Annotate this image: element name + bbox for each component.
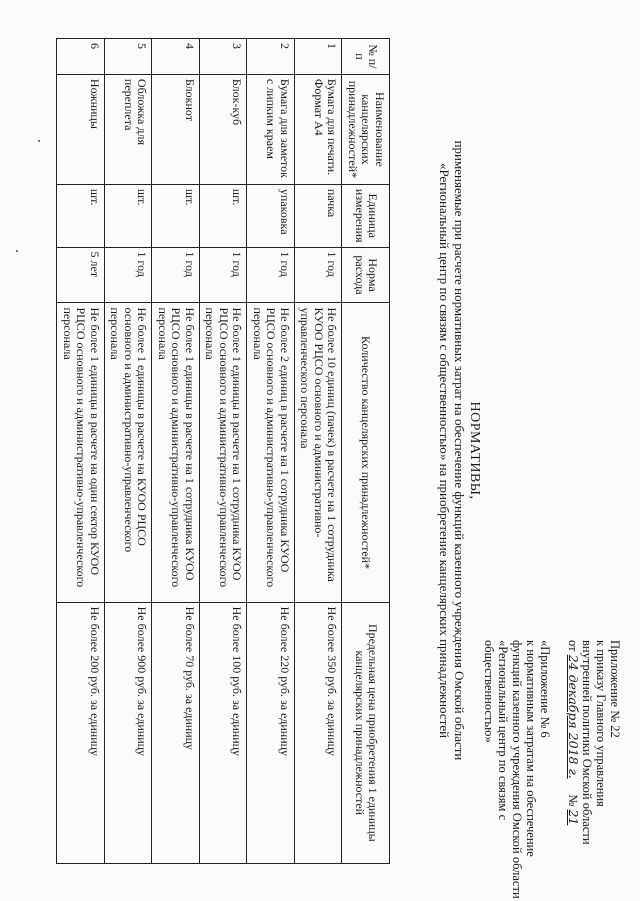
cell-index: 4 xyxy=(152,39,200,75)
annex-header xyxy=(482,640,622,899)
table-row xyxy=(105,39,153,864)
cell-item: Бумага для печати. Формат А4 xyxy=(295,74,343,184)
title-subline: применяемые при расчете нормативных затрат на обеспечение функций казенного учреждения Омской области xyxy=(452,140,467,761)
table-row xyxy=(200,39,248,864)
annex-line: общественностью» xyxy=(482,640,496,743)
handwritten-date: 24 декабря 2018 г. xyxy=(566,654,581,779)
cell-quantity: Не более 10 единиц (пачек) в расчете на 1 сотрудника КУОО РЦСО основного и административно-управленческого персонала xyxy=(295,303,343,602)
cell-unit: шт. xyxy=(152,184,200,247)
cell-rate: 5 лет xyxy=(57,247,105,303)
date-prefix: от xyxy=(566,640,580,652)
column-header: Наименование канцелярских принадлежностей* xyxy=(342,74,390,184)
table-row xyxy=(57,39,105,864)
cell-unit: упаковка xyxy=(247,184,295,247)
annex-line: функций казенного учреждения Омской области xyxy=(510,640,524,899)
number-prefix: № xyxy=(566,794,580,807)
column-header: Количество канцелярских принадлежностей* xyxy=(342,303,390,602)
cell-item: Бумага для заметок с липким краем xyxy=(247,74,295,184)
column-header: Предельная цена приобретения 1 единицы канцелярских принадлежностей xyxy=(342,602,390,863)
annex-line: к нормативным затратам на обеспечение xyxy=(524,640,538,857)
cell-quantity: Не более 1 единицы в расчете на 1 сотрудника КУОО РЦСО основного и административно-управленческого персонала xyxy=(200,303,248,602)
cell-price: Не более 100 руб. за единицу xyxy=(200,602,248,863)
cell-price: Не более 200 руб. за единицу xyxy=(57,602,105,863)
scan-speck xyxy=(16,250,18,252)
title-subline: «Региональный центр по связям с общественностью» на приобретение канцелярских принадлежностей xyxy=(437,162,452,739)
cell-unit: пачка xyxy=(295,184,343,247)
cell-rate: 1 год xyxy=(105,247,153,303)
cell-item: Обложка для переплета xyxy=(105,74,153,184)
cell-item: Блок-куб xyxy=(200,74,248,184)
cell-quantity: Не более 1 единицы в расчете на КУОО РЦСО основного и административно-управленческого персонала xyxy=(105,303,153,602)
cell-unit: шт. xyxy=(200,184,248,247)
header-line: к приказу Главного управления xyxy=(594,640,608,807)
cell-price: Не более 70 руб. за единицу xyxy=(152,602,200,863)
header-date-line xyxy=(566,640,580,890)
handwritten-number: 21 xyxy=(566,809,581,826)
cell-price: Не более 220 руб. за единицу xyxy=(247,602,295,863)
document-title xyxy=(437,0,482,901)
cell-index: 5 xyxy=(105,39,153,75)
cell-quantity: Не более 1 единицы в расчете на один сектор КУОО РЦСО основного и административно-управленческого персонала xyxy=(57,303,105,602)
column-header: Единица измерения xyxy=(342,184,390,247)
cell-index: 1 xyxy=(295,39,343,75)
header-line: Приложение № 22 xyxy=(608,640,622,738)
cell-index: 2 xyxy=(247,39,295,75)
table-row xyxy=(247,39,295,864)
cell-rate: 1 год xyxy=(247,247,295,303)
annex-line: «Приложение № 6 xyxy=(538,640,552,738)
column-header: Норма расхода xyxy=(342,247,390,303)
cell-quantity: Не более 1 единицы в расчете на 1 сотрудника КУОО РЦСО основного и административно-управленческого персонала xyxy=(152,303,200,602)
cell-index: 6 xyxy=(57,39,105,75)
table-header-row xyxy=(342,39,390,864)
cell-quantity: Не более 2 единиц в расчете на 1 сотрудника КУОО РЦСО основного и административно-управленческого персонала xyxy=(247,303,295,602)
table-row xyxy=(295,39,343,864)
column-header: № п/п xyxy=(342,39,390,75)
table-row xyxy=(152,39,200,864)
cell-rate: 1 год xyxy=(200,247,248,303)
cell-index: 3 xyxy=(200,39,248,75)
cell-unit: шт. xyxy=(57,184,105,247)
cell-rate: 1 год xyxy=(295,247,343,303)
cell-price: Не более 900 руб. за единицу xyxy=(105,602,153,863)
title-heading: НОРМАТИВЫ, xyxy=(467,401,482,500)
cell-item: Блокнот xyxy=(152,74,200,184)
cell-price: Не более 350 руб. за единицу xyxy=(295,602,343,863)
cell-unit: шт. xyxy=(105,184,153,247)
norms-table xyxy=(57,38,391,864)
cell-rate: 1 год xyxy=(152,247,200,303)
annex-line: «Региональный центр по связям с xyxy=(496,640,510,821)
header-line: внутренней политики Омской области xyxy=(580,640,594,845)
cell-item: Ножницы xyxy=(57,74,105,184)
scan-speck xyxy=(38,140,40,142)
